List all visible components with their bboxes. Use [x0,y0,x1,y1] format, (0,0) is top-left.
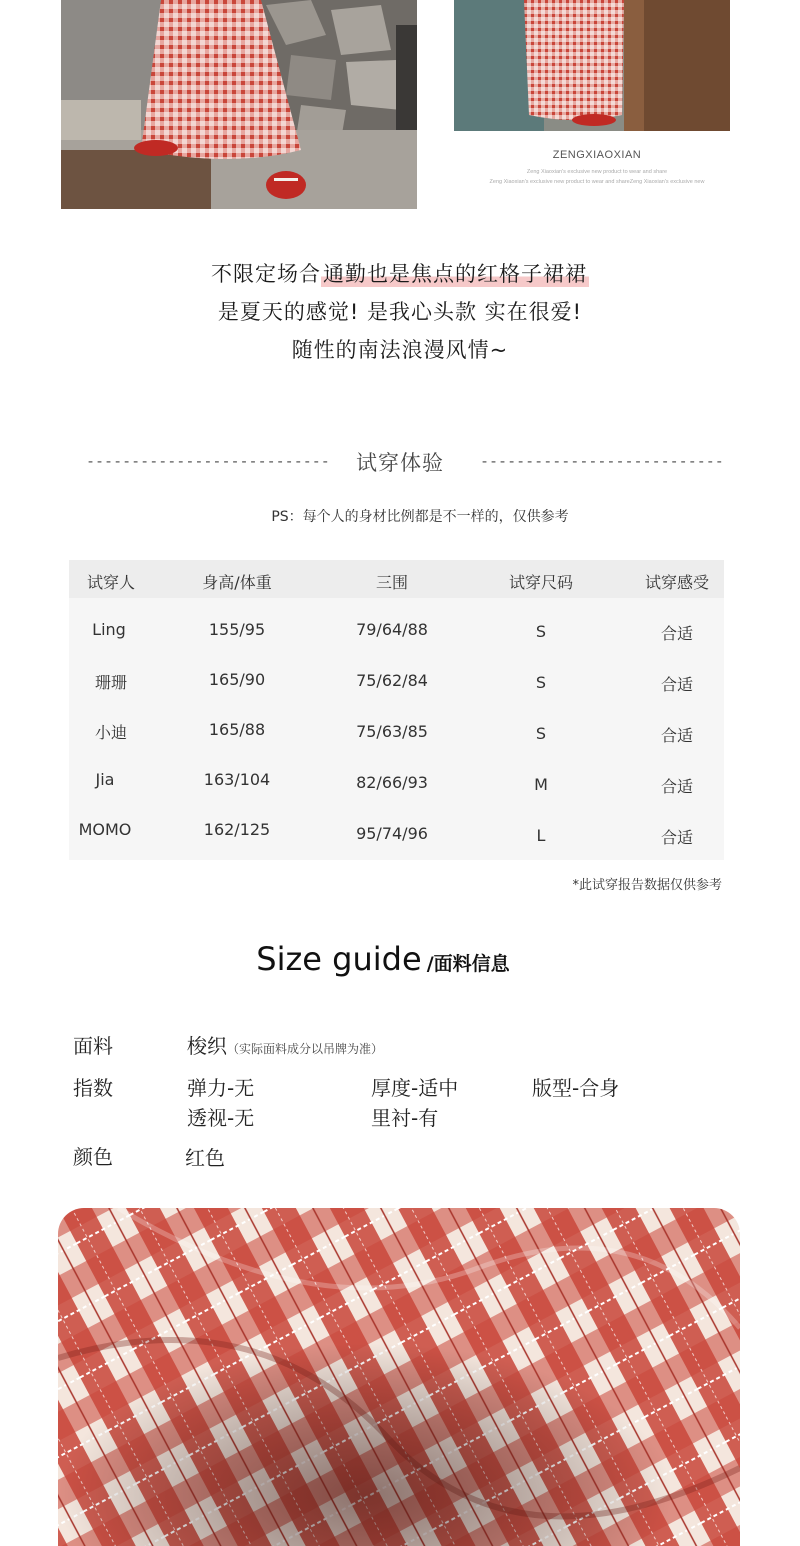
size-guide-subtitle: /面料信息 [426,953,510,975]
table-footnote: *此试穿报告数据仅供参考 [572,878,722,893]
table-cell-size: S [535,724,547,743]
fit-table [69,560,724,860]
fit-table-header [69,560,724,598]
table-cell-measurements: 95/74/96 [356,824,428,843]
table-cell-feel: 合适 [660,726,694,745]
header-feel: 试穿感受 [644,573,710,592]
fabric-value: 梭织 [187,1034,227,1058]
promo-line-3: 随性的南法浪漫风情~ [291,338,509,362]
color-value: 红色 [185,1146,225,1170]
lining-value: 里衬-有 [371,1106,439,1130]
color-label: 颜色 [73,1145,113,1169]
transparency-value: 透视-无 [187,1106,255,1130]
header-measurements: 三围 [375,573,409,592]
table-cell-size: S [535,622,547,641]
promo-line-1-highlight: 通勤也是焦点的红格子裙裙 [321,258,589,288]
section-divider-right: --------------------------- [480,452,724,470]
fit-value: 版型-合身 [532,1076,620,1100]
table-cell-name: 珊珊 [94,673,128,692]
table-cell-measurements: 75/63/85 [356,722,428,741]
header-size: 试穿尺码 [508,573,574,592]
header-height-weight: 身高/体重 [202,573,272,592]
table-cell-name: MOMO [78,820,132,839]
table-cell-measurements: 79/64/88 [356,620,428,639]
model-photo-skirt-stone-wall [61,0,417,209]
product-photo-right [454,0,730,131]
index-label: 指数 [73,1076,113,1100]
table-cell-height-weight: 155/95 [208,620,266,639]
brand-caption [454,149,740,187]
brand-title: ZENGXIAOXIAN [552,149,642,161]
table-cell-measurements: 82/66/93 [356,773,428,792]
table-cell-feel: 合适 [660,777,694,796]
size-guide-heading [0,940,766,978]
promo-line-1 [0,258,800,288]
table-cell-measurements: 75/62/84 [356,671,428,690]
table-cell-height-weight: 165/90 [208,670,266,689]
red-plaid-fabric-texture [58,1208,740,1546]
table-cell-size: M [534,775,548,794]
promo-line-2: 是夏天的感觉! 是我心头款 实在很爱! [217,300,583,324]
fabric-note: （实际面料成分以吊牌为准） [227,1042,384,1056]
table-cell-feel: 合适 [660,675,694,694]
fabric-closeup-photo [58,1208,740,1546]
table-cell-size: L [536,826,546,845]
brand-tagline-2: Zeng Xiaoxian's exclusive new product to wear and shareZeng Xiaoxian's exclusive new [489,179,705,185]
table-cell-name: 小迪 [94,723,128,742]
promo-line-1-a: 不限定场合 [211,262,321,286]
thickness-value: 厚度-适中 [371,1076,459,1100]
section-title-tryon: 试穿体验 [356,451,444,475]
header-tester: 试穿人 [86,573,136,592]
size-guide-title: Size guide [256,940,422,978]
table-cell-height-weight: 165/88 [208,720,266,739]
table-cell-feel: 合适 [660,828,694,847]
product-photo-left [61,0,417,209]
table-cell-height-weight: 163/104 [203,770,271,789]
section-divider-left: --------------------------- [86,452,330,470]
fabric-value-row [187,1030,383,1059]
fabric-label: 面料 [73,1034,113,1058]
table-cell-name: Ling [92,620,126,639]
tryon-note: PS：每个人的身材比例都是不一样的，仅供参考 [271,509,569,525]
model-photo-skirt-wood-floor [454,0,730,131]
table-cell-size: S [535,673,547,692]
table-cell-name: Jia [95,770,115,789]
table-cell-feel: 合适 [660,624,694,643]
elasticity-value: 弹力-无 [187,1076,255,1100]
brand-tagline-1: Zeng Xiaoxian's exclusive new product to wear and share [526,169,668,175]
table-cell-height-weight: 162/125 [203,820,271,839]
